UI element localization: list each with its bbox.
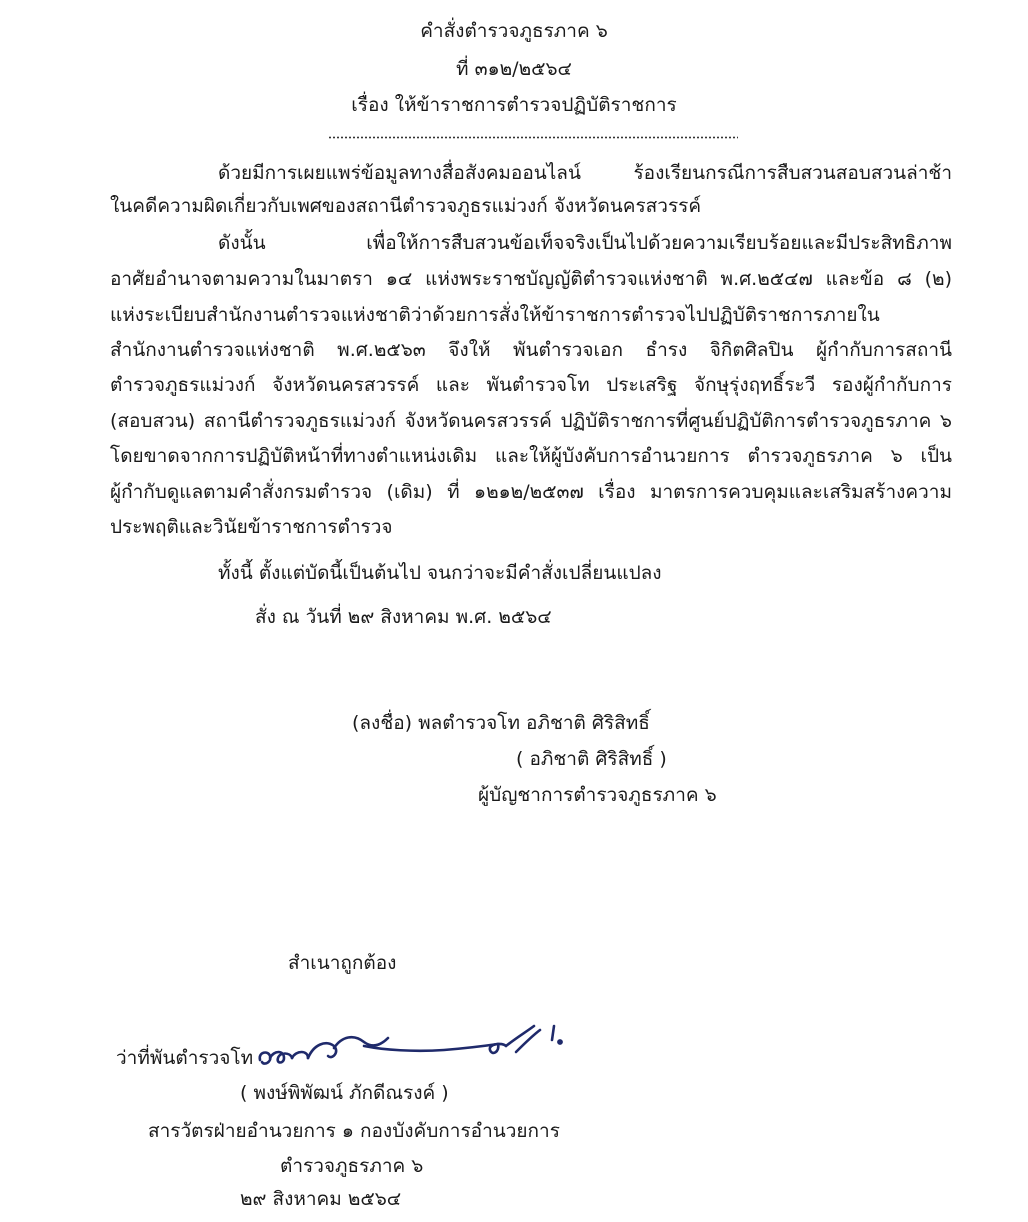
dotted-divider xyxy=(328,136,738,139)
effective-clause: ทั้งนี้ ตั้งแต่บัดนี้เป็นต้นไป จนกว่าจะมีคำสั่งเปลี่ยนแปลง xyxy=(218,562,662,584)
handwritten-signature xyxy=(254,1016,574,1076)
body-text-line: ดังนั้น เพื่อให้การสืบสวนข้อเท็จจริงเป็นไปด้วยความเรียบร้อยและมีประสิทธิภาพ xyxy=(218,232,952,254)
body-text-line: ตำรวจภูธรแม่วงก์ จังหวัดนครสวรรค์ และ พันตำรวจโท ประเสริฐ จักษุรุ่งฤทธิ์ระวี รองผู้กำกับการ xyxy=(110,374,952,396)
body-text-line: สำนักงานตำรวจแห่งชาติ พ.ศ.๒๕๖๓ จึงให้ พันตำรวจเอก ธำรง จิกิตศิลปิน ผู้กำกับการสถานี xyxy=(110,339,952,361)
signatory-name: ( อภิชาติ ศิริสิทธิ์ ) xyxy=(516,748,667,770)
order-subject: เรื่อง ให้ข้าราชการตำรวจปฏิบัติราชการ xyxy=(351,94,677,116)
body-text-line: ด้วยมีการเผยแพร่ข้อมูลทางสื่อสังคมออนไลน์ ร้องเรียนกรณีการสืบสวนสอบสวนล่าช้า xyxy=(218,162,952,184)
order-title: คำสั่งตำรวจภูธรภาค ๖ xyxy=(420,20,608,42)
body-text-line: ผู้กำกับดูแลตามคำสั่งกรมตำรวจ (เดิม) ที่ ๑๒๑๒/๒๕๓๗ เรื่อง มาตรการควบคุมและเสริมสร้างความ xyxy=(110,481,952,503)
body-text-line: ในคดีความผิดเกี่ยวกับเพศของสถานีตำรวจภูธรแม่วงก์ จังหวัดนครสวรรค์ xyxy=(110,195,702,217)
certifier-position-line2: ตำรวจภูธรภาค ๖ xyxy=(280,1155,424,1177)
certification-date: ๒๙ สิงหาคม ๒๕๖๔ xyxy=(240,1188,402,1210)
body-text-line: แห่งระเบียบสำนักงานตำรวจแห่งชาติว่าด้วยการสั่งให้ข้าราชการตำรวจไปปฏิบัติราชการภายใน xyxy=(110,304,880,326)
body-text-line: อาศัยอำนาจตามความในมาตรา ๑๔ แห่งพระราชบัญญัติตำรวจแห่งชาติ พ.ศ.๒๕๔๗ และข้อ ๘ (๒) xyxy=(110,268,952,290)
signatory-position: ผู้บัญชาการตำรวจภูธรภาค ๖ xyxy=(478,784,717,806)
certifier-position-line1: สารวัตรฝ่ายอำนวยการ ๑ กองบังคับการอำนวยการ xyxy=(148,1120,560,1142)
body-text-line: โดยขาดจากการปฏิบัติหน้าที่ทางตำแหน่งเดิม และให้ผู้บังคับการอำนวยการ ตำรวจภูธรภาค ๖ เป็น xyxy=(110,445,952,467)
body-text-line: (สอบสวน) สถานีตำรวจภูธรแม่วงก์ จังหวัดนครสวรรค์ ปฏิบัติราชการที่ศูนย์ปฏิบัติการตำรวจภูธรภาค ๖ xyxy=(110,410,952,432)
order-number: ที่ ๓๑๒/๒๕๖๔ xyxy=(456,58,572,80)
certified-copy-label: สำเนาถูกต้อง xyxy=(288,952,397,974)
certifier-rank: ว่าที่พันตำรวจโท xyxy=(116,1047,254,1069)
ordered-date: สั่ง ณ วันที่ ๒๙ สิงหาคม พ.ศ. ๒๕๖๔ xyxy=(255,606,552,628)
body-text-line: ประพฤติและวินัยข้าราชการตำรวจ xyxy=(110,516,393,538)
certifier-name: ( พงษ์พิพัฒน์ ภักดีณรงค์ ) xyxy=(240,1082,449,1104)
signatory-signed: (ลงชื่อ) พลตำรวจโท อภิชาติ ศิริสิทธิ์ xyxy=(352,712,650,734)
